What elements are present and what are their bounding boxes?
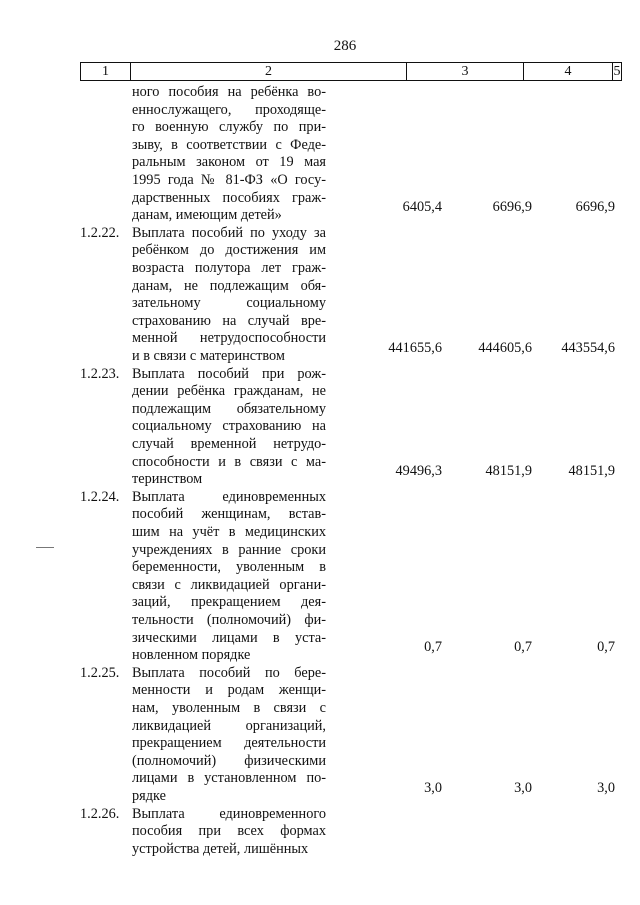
description-line: го военную службу по при- bbox=[132, 119, 326, 136]
description-line: пособия при всех формах bbox=[132, 823, 326, 840]
description-line: (полномочий) физическими bbox=[132, 752, 326, 769]
description-line: ребёнком до достижения им bbox=[132, 242, 326, 259]
description-line: еннослужащего, проходяще- bbox=[132, 101, 326, 118]
description-line: лицами в установленном по- bbox=[132, 770, 326, 787]
description-line: шим на учёт в медицинских bbox=[132, 523, 326, 540]
value-col-3: 6405,4 bbox=[402, 199, 442, 216]
description-line: способности и в связи с ма- bbox=[132, 453, 326, 470]
row-description bbox=[132, 225, 326, 366]
description-line: пособий женщинам, встав- bbox=[132, 506, 326, 523]
header-col-4: 4 bbox=[524, 63, 613, 80]
value-col-4: 3,0 bbox=[514, 779, 532, 796]
description-line: теринством bbox=[132, 471, 203, 488]
description-line: новленном порядке bbox=[132, 647, 251, 664]
value-col-5: 443554,6 bbox=[561, 339, 615, 356]
description-line: менности и родам женщи- bbox=[132, 682, 326, 699]
description-line: беременности, уволенным в bbox=[132, 559, 326, 576]
description-line: Выплата пособий по уходу за bbox=[132, 224, 326, 241]
description-line: менной нетрудоспособности bbox=[132, 330, 326, 347]
value-col-3: 0,7 bbox=[424, 639, 442, 656]
row-description bbox=[132, 84, 326, 225]
description-line: ного пособия на ребёнка во- bbox=[132, 84, 326, 100]
description-line: рядке bbox=[132, 787, 166, 804]
header-col-2: 2 bbox=[131, 63, 407, 80]
value-col-5: 0,7 bbox=[597, 639, 615, 656]
margin-mark bbox=[36, 547, 54, 548]
description-line: дении ребёнка гражданам, не bbox=[132, 383, 326, 400]
row-code: 1.2.26. bbox=[80, 805, 120, 822]
row-description bbox=[132, 665, 326, 806]
description-line: ральным законом от 19 мая bbox=[132, 154, 326, 171]
row-code: 1.2.24. bbox=[80, 488, 120, 505]
description-line: данам, имеющим детей» bbox=[132, 207, 282, 224]
description-line: данам, не подлежащим обя- bbox=[132, 277, 326, 294]
value-col-3: 441655,6 bbox=[388, 339, 442, 356]
description-line: тельности (полномочий) фи- bbox=[132, 611, 326, 628]
description-line: страхованию на случай вре- bbox=[132, 312, 326, 329]
description-line: связи с ликвидацией органи- bbox=[132, 576, 326, 593]
description-line: зыву, в соответствии с Феде- bbox=[132, 136, 326, 153]
description-line: социальному страхованию на bbox=[132, 418, 326, 435]
value-col-4: 6696,9 bbox=[492, 199, 532, 216]
value-col-3: 49496,3 bbox=[395, 463, 442, 480]
description-line: зательному социальному bbox=[132, 295, 326, 312]
description-line: случай временной нетрудо- bbox=[132, 435, 326, 452]
description-line: Выплата единовременных bbox=[132, 488, 326, 505]
value-col-4: 0,7 bbox=[514, 639, 532, 656]
description-line: и в связи с материнством bbox=[132, 347, 285, 364]
description-line: возраста полутора лет граж- bbox=[132, 259, 326, 276]
description-line: 1995 года № 81-ФЗ «О госу- bbox=[132, 171, 326, 188]
header-col-5: 5 bbox=[613, 64, 621, 79]
header-col-3: 3 bbox=[407, 63, 524, 80]
description-line: подлежащим обязательному bbox=[132, 400, 326, 417]
row-code: 1.2.22. bbox=[80, 224, 120, 241]
description-line: нам, уволенным в связи с bbox=[132, 699, 326, 716]
description-line: устройства детей, лишённых bbox=[132, 840, 309, 857]
row-code: 1.2.23. bbox=[80, 365, 120, 382]
value-col-5: 48151,9 bbox=[568, 463, 615, 480]
description-line: зическими лицами в уста- bbox=[132, 629, 326, 646]
description-line: Выплата единовременного bbox=[132, 805, 326, 822]
header-col-1: 1 bbox=[81, 63, 131, 80]
row-code: 1.2.25. bbox=[80, 664, 120, 681]
row-description bbox=[132, 489, 326, 665]
table-header bbox=[80, 62, 622, 81]
description-line: прекращением деятельности bbox=[132, 735, 326, 752]
description-line: ликвидацией организаций, bbox=[132, 717, 326, 734]
row-description bbox=[132, 366, 326, 489]
description-line: учреждениях в ранние сроки bbox=[132, 541, 326, 558]
value-col-5: 3,0 bbox=[597, 779, 615, 796]
description-line: Выплата пособий при рож- bbox=[132, 365, 326, 382]
description-line: Выплата пособий по бере- bbox=[132, 664, 326, 681]
description-line: дарственных пособиях граж- bbox=[132, 189, 326, 206]
value-col-5: 6696,9 bbox=[575, 199, 615, 216]
value-col-3: 3,0 bbox=[424, 779, 442, 796]
page-number: 286 bbox=[333, 38, 357, 54]
value-col-4: 48151,9 bbox=[485, 463, 532, 480]
description-line: заций, прекращением дея- bbox=[132, 594, 326, 611]
value-col-4: 444605,6 bbox=[478, 339, 532, 356]
row-description bbox=[132, 806, 326, 859]
